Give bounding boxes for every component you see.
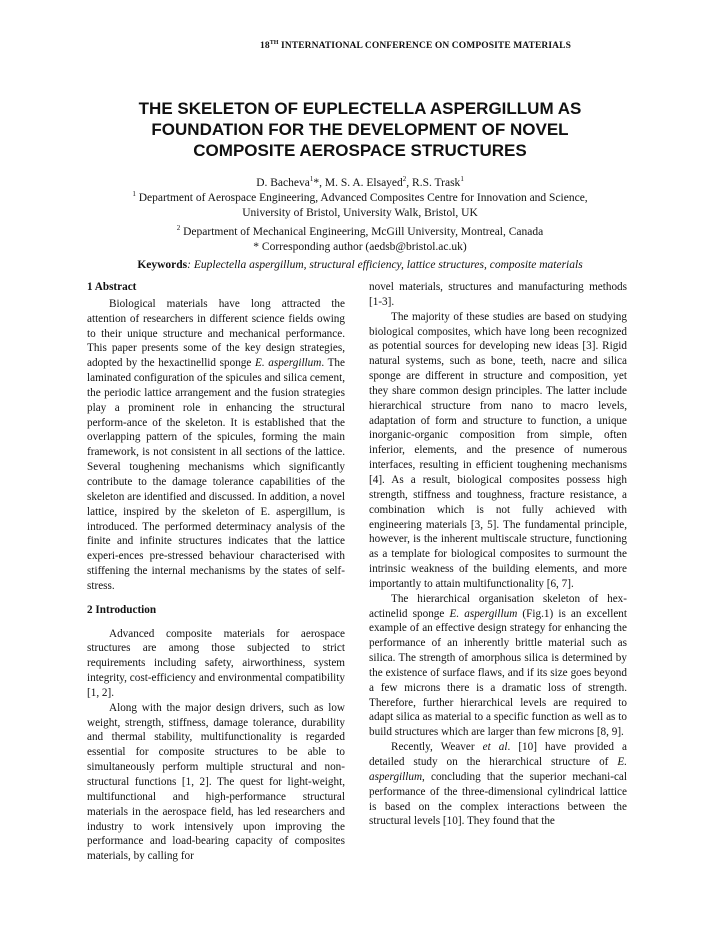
author-3: R.S. Trask	[412, 176, 461, 189]
right-paragraph-3	[369, 740, 627, 829]
author-3-affil: 1	[460, 175, 464, 183]
right-paragraph-3-text-3: , concluding that the superior mechani-cal performance of the three-dimensional cylindrical lattice is based on the complex interactions between the structural levels [10]. They found that the	[369, 770, 627, 828]
affiliation-2	[110, 221, 610, 255]
right-paragraph-2	[369, 592, 627, 740]
keywords	[80, 259, 640, 271]
right-paragraph-2-text-2: (Fig.1) is an excellent example of an effective design strategy for enhancing the performance of an inherently brittle material such as silica. The strength of amorphous silica is determined by the existence of surface flaws, and if its size goes beyond a few microns there is a dramatic loss of strength. Therefore, further hierarchical levels are required to adapt silica as material to a specific function as well as to build structures which are larger than few microns [8, 9].	[369, 607, 627, 739]
author-1-mark: *,	[313, 176, 325, 189]
affiliation-1-line-2: University of Bristol, University Walk, Bristol, UK	[242, 206, 478, 219]
right-paragraph-3-species: E. aspergillum	[369, 756, 627, 783]
affiliation-1-line-1: Department of Aerospace Engineering, Advanced Composites Centre for Innovation and Science,	[135, 191, 588, 204]
introduction-paragraph-1: Advanced composite materials for aerospace structures are among those subjected to strict requirements including safety, airworthiness, system integrity, cost-efficiency and environmental compatibility [1, 2].	[87, 627, 345, 699]
conference-ordinal-suffix: TH	[269, 40, 279, 46]
conference-ordinal: 18	[260, 41, 270, 52]
conference-name: INTERNATIONAL CONFERENCE ON COMPOSITE MATERIALS	[278, 41, 571, 52]
title-line-2: FOUNDATION FOR THE DEVELOPMENT OF NOVEL	[151, 120, 569, 139]
conference-header	[260, 40, 650, 51]
author-1: D. Bacheva	[256, 176, 310, 189]
title-line-1: THE SKELETON OF EUPLECTELLA ASPERGILLUM AS	[138, 99, 582, 118]
abstract-text-2: . The laminated configuration of the spicules and silica cement, the periodic lattice arrangement and the fusion strategies play a prominent role in enhancing the structural perform-ance of the skeleton. It is established that the overlapping pattern of the spicules, forming the main framework, is not consistent in all sections of the lattice. Several toughening mechanisms which significantly contribute to the damage tolerance capabilities of the skeleton are identified and discussed. In addition, a novel lattice, inspired by the skeleton of E. aspergillum, is introduced. The performed determinacy analysis of the finite and infinite structures indicates that the lattice experi-ences pre-stressed behaviour characterised with stiffening the internal mechanisms by the states of self-stress.	[87, 357, 345, 592]
author-2-affil: 2	[402, 175, 407, 183]
affiliation-1	[110, 187, 610, 221]
author-2: M. S. A. Elsayed	[324, 176, 403, 189]
left-column	[87, 280, 345, 864]
right-paragraph-3-etal: et al	[482, 741, 508, 754]
abstract-species-name: E. aspergillum	[255, 357, 322, 370]
abstract-heading: 1 Abstract	[87, 281, 137, 293]
right-paragraph-3-text-1: Recently, Weaver	[391, 741, 483, 754]
paper-title	[110, 98, 610, 161]
abstract-paragraph	[87, 297, 345, 594]
abstract-text-1: Biological materials have long attracted the attention of researchers in different science fields owing to their unique structure and mechanical performance. This paper presents some of the key design strategies, adopted by the hexactinellid sponge	[87, 297, 345, 370]
affiliation-1-number: 1	[132, 190, 136, 198]
right-paragraph-1: The majority of these studies are based on studying biological composites, which have long been recognized as potential sources for developing new ideas [3]. Rigid natural systems, such as bone, teeth, nacre and silica sponge are different in structure and composition, yet they share common design principles. The latter include hierarchical structure from nano to macro levels, adaptation of form and structure to function, a unique inorganic-organic composition from simple, often inferior, elements, and the presence of numerous interfaces, resulting in efficient toughening mechanisms [4]. As a result, biological composites possess high strength, stiffness and toughness, fracture resistance, a combination which is not fully achieved with engineering materials [3, 5]. The fundamental principle, however, is the inherent multiscale structure, functioning as a template for biological composites to surmount the intrinsic weakness of the building elements, and more importantly to attain multifunctionality [6, 7].	[369, 310, 627, 590]
author-1-affil: 1	[309, 175, 314, 183]
affiliation-2-line-1: Department of Mechanical Engineering, McGill University, Montreal, Canada	[180, 225, 544, 238]
introduction-paragraph-2: Along with the major design drivers, such as low weight, strength, stiffness, damage tolerance, durability and thermal stability, multifunctionality is regarded essential for composite structures to be able to simultaneously perform multiple structural and non-structural functions [1, 2]. The quest for light-weight, multifunctional and high-performance structural materials in the aerospace field, has led researchers and industry to work intensively upon improving the performance and load-bearing capacity of composites materials, by calling for	[87, 701, 345, 863]
introduction-heading: 2 Introduction	[87, 603, 157, 616]
right-paragraph-2-species: E. aspergillum	[449, 607, 518, 620]
affiliation-2-number: 2	[176, 224, 181, 232]
right-paragraph-3-text-2: . [10] have provided a detailed study on the hierarchical structure of	[369, 741, 627, 768]
keywords-text: : Euplectella aspergillum, structural efficiency, lattice structures, composite materials	[187, 259, 583, 271]
author-separator: ,	[406, 176, 413, 189]
right-paragraph-0: novel materials, structures and manufacturing methods [1-3].	[369, 281, 627, 308]
keywords-label: Keywords	[137, 259, 188, 271]
title-line-3: COMPOSITE AEROSPACE STRUCTURES	[193, 141, 527, 160]
right-paragraph-2-text-1: The hierarchical organisation skeleton of hex-actinelid sponge	[369, 592, 627, 620]
right-column	[369, 280, 627, 829]
corresponding-author: * Corresponding author (aedsb@bristol.ac.uk)	[253, 240, 467, 253]
